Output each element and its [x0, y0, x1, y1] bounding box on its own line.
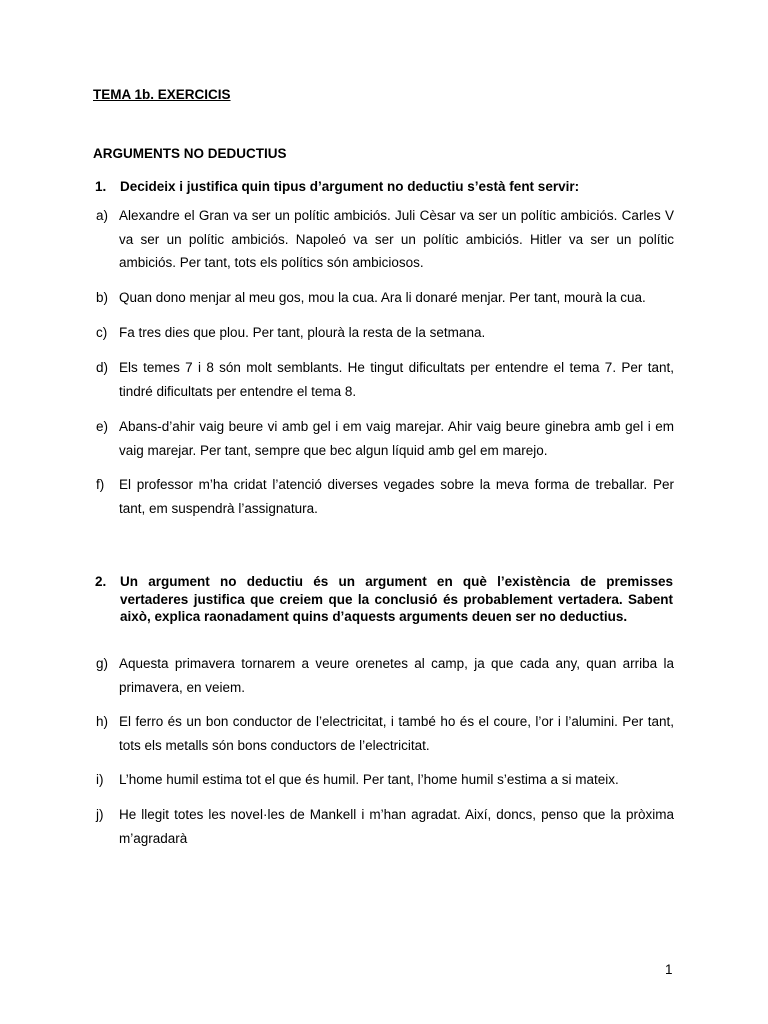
item-letter: i)	[96, 772, 104, 787]
question-number: 2.	[95, 574, 107, 589]
item-letter: h)	[96, 714, 109, 729]
item-text: El ferro és un bon conductor de l’electricitat, i també ho és el coure, l’or i l’alumini. Per tant, tots els metalls són bons conductors de l’electricitat.	[119, 714, 674, 753]
item-letter: b)	[96, 290, 109, 305]
item-text: Abans-d’ahir vaig beure vi amb gel i em vaig marejar. Ahir vaig beure ginebra amb gel i em vaig marejar. Per tant, sempre que bec algun líquid amb gel em marejo.	[119, 419, 674, 458]
question-number: 1.	[95, 179, 107, 194]
exercise-item-d	[96, 356, 674, 403]
item-text: Aquesta primavera tornarem a veure orenetes al camp, ja que cada any, quan arriba la primavera, en veiem.	[119, 656, 674, 695]
item-letter: c)	[96, 325, 108, 340]
document-title: TEMA 1b. EXERCICIS	[93, 87, 231, 102]
exercise-item-f	[96, 473, 674, 520]
item-letter: d)	[96, 360, 109, 375]
item-letter: f)	[96, 477, 105, 492]
question-text: Un argument no deductiu és un argument en què l’existència de premisses vertaderes justifica que creiem que la conclusió és probablement vertadera. Sabent això, explica raonadament quins d’aquests arguments deuen ser no deductius.	[120, 574, 673, 624]
question-text: Decideix i justifica quin tipus d’argument no deductiu s’està fent servir:	[120, 179, 580, 194]
exercise-item-e	[96, 415, 674, 462]
exercise-item-a	[96, 204, 674, 275]
exercise-item-h	[96, 710, 674, 757]
exercise-item-c	[96, 321, 674, 345]
question-2	[95, 573, 673, 626]
item-text: Quan dono menjar al meu gos, mou la cua. Ara li donaré menjar. Per tant, mourà la cua.	[119, 290, 646, 305]
item-letter: e)	[96, 419, 109, 434]
section-title: ARGUMENTS NO DEDUCTIUS	[93, 146, 287, 161]
item-letter: a)	[96, 208, 109, 223]
item-letter: j)	[96, 807, 104, 822]
question-1	[95, 178, 673, 196]
page-number: 1	[665, 962, 673, 977]
item-text: Els temes 7 i 8 són molt semblants. He tingut dificultats per entendre el tema 7. Per tant, tindré dificultats per entendre el tema 8.	[119, 360, 674, 399]
item-letter: g)	[96, 656, 109, 671]
item-text: L’home humil estima tot el que és humil. Per tant, l’home humil s’estima a si mateix.	[119, 772, 619, 787]
item-text: He llegit totes les novel·les de Mankell i m’han agradat. Així, doncs, penso que la pròxima m’agradarà	[119, 807, 674, 846]
item-text: Alexandre el Gran va ser un polític ambiciós. Juli Cèsar va ser un polític ambiciós. Carles V va ser un polític ambiciós. Napoleó va ser un polític ambiciós. Hitler va ser un polític ambiciós. Per tant, tots els polítics són ambiciosos.	[119, 208, 674, 270]
exercise-item-i	[96, 768, 674, 792]
exercise-item-j	[96, 803, 674, 850]
item-text: Fa tres dies que plou. Per tant, plourà la resta de la setmana.	[119, 325, 486, 340]
exercise-item-g	[96, 652, 674, 699]
exercise-item-b	[96, 286, 674, 310]
item-text: El professor m’ha cridat l’atenció diverses vegades sobre la meva forma de treballar. Per tant, em suspendrà l’assignatura.	[119, 477, 674, 516]
